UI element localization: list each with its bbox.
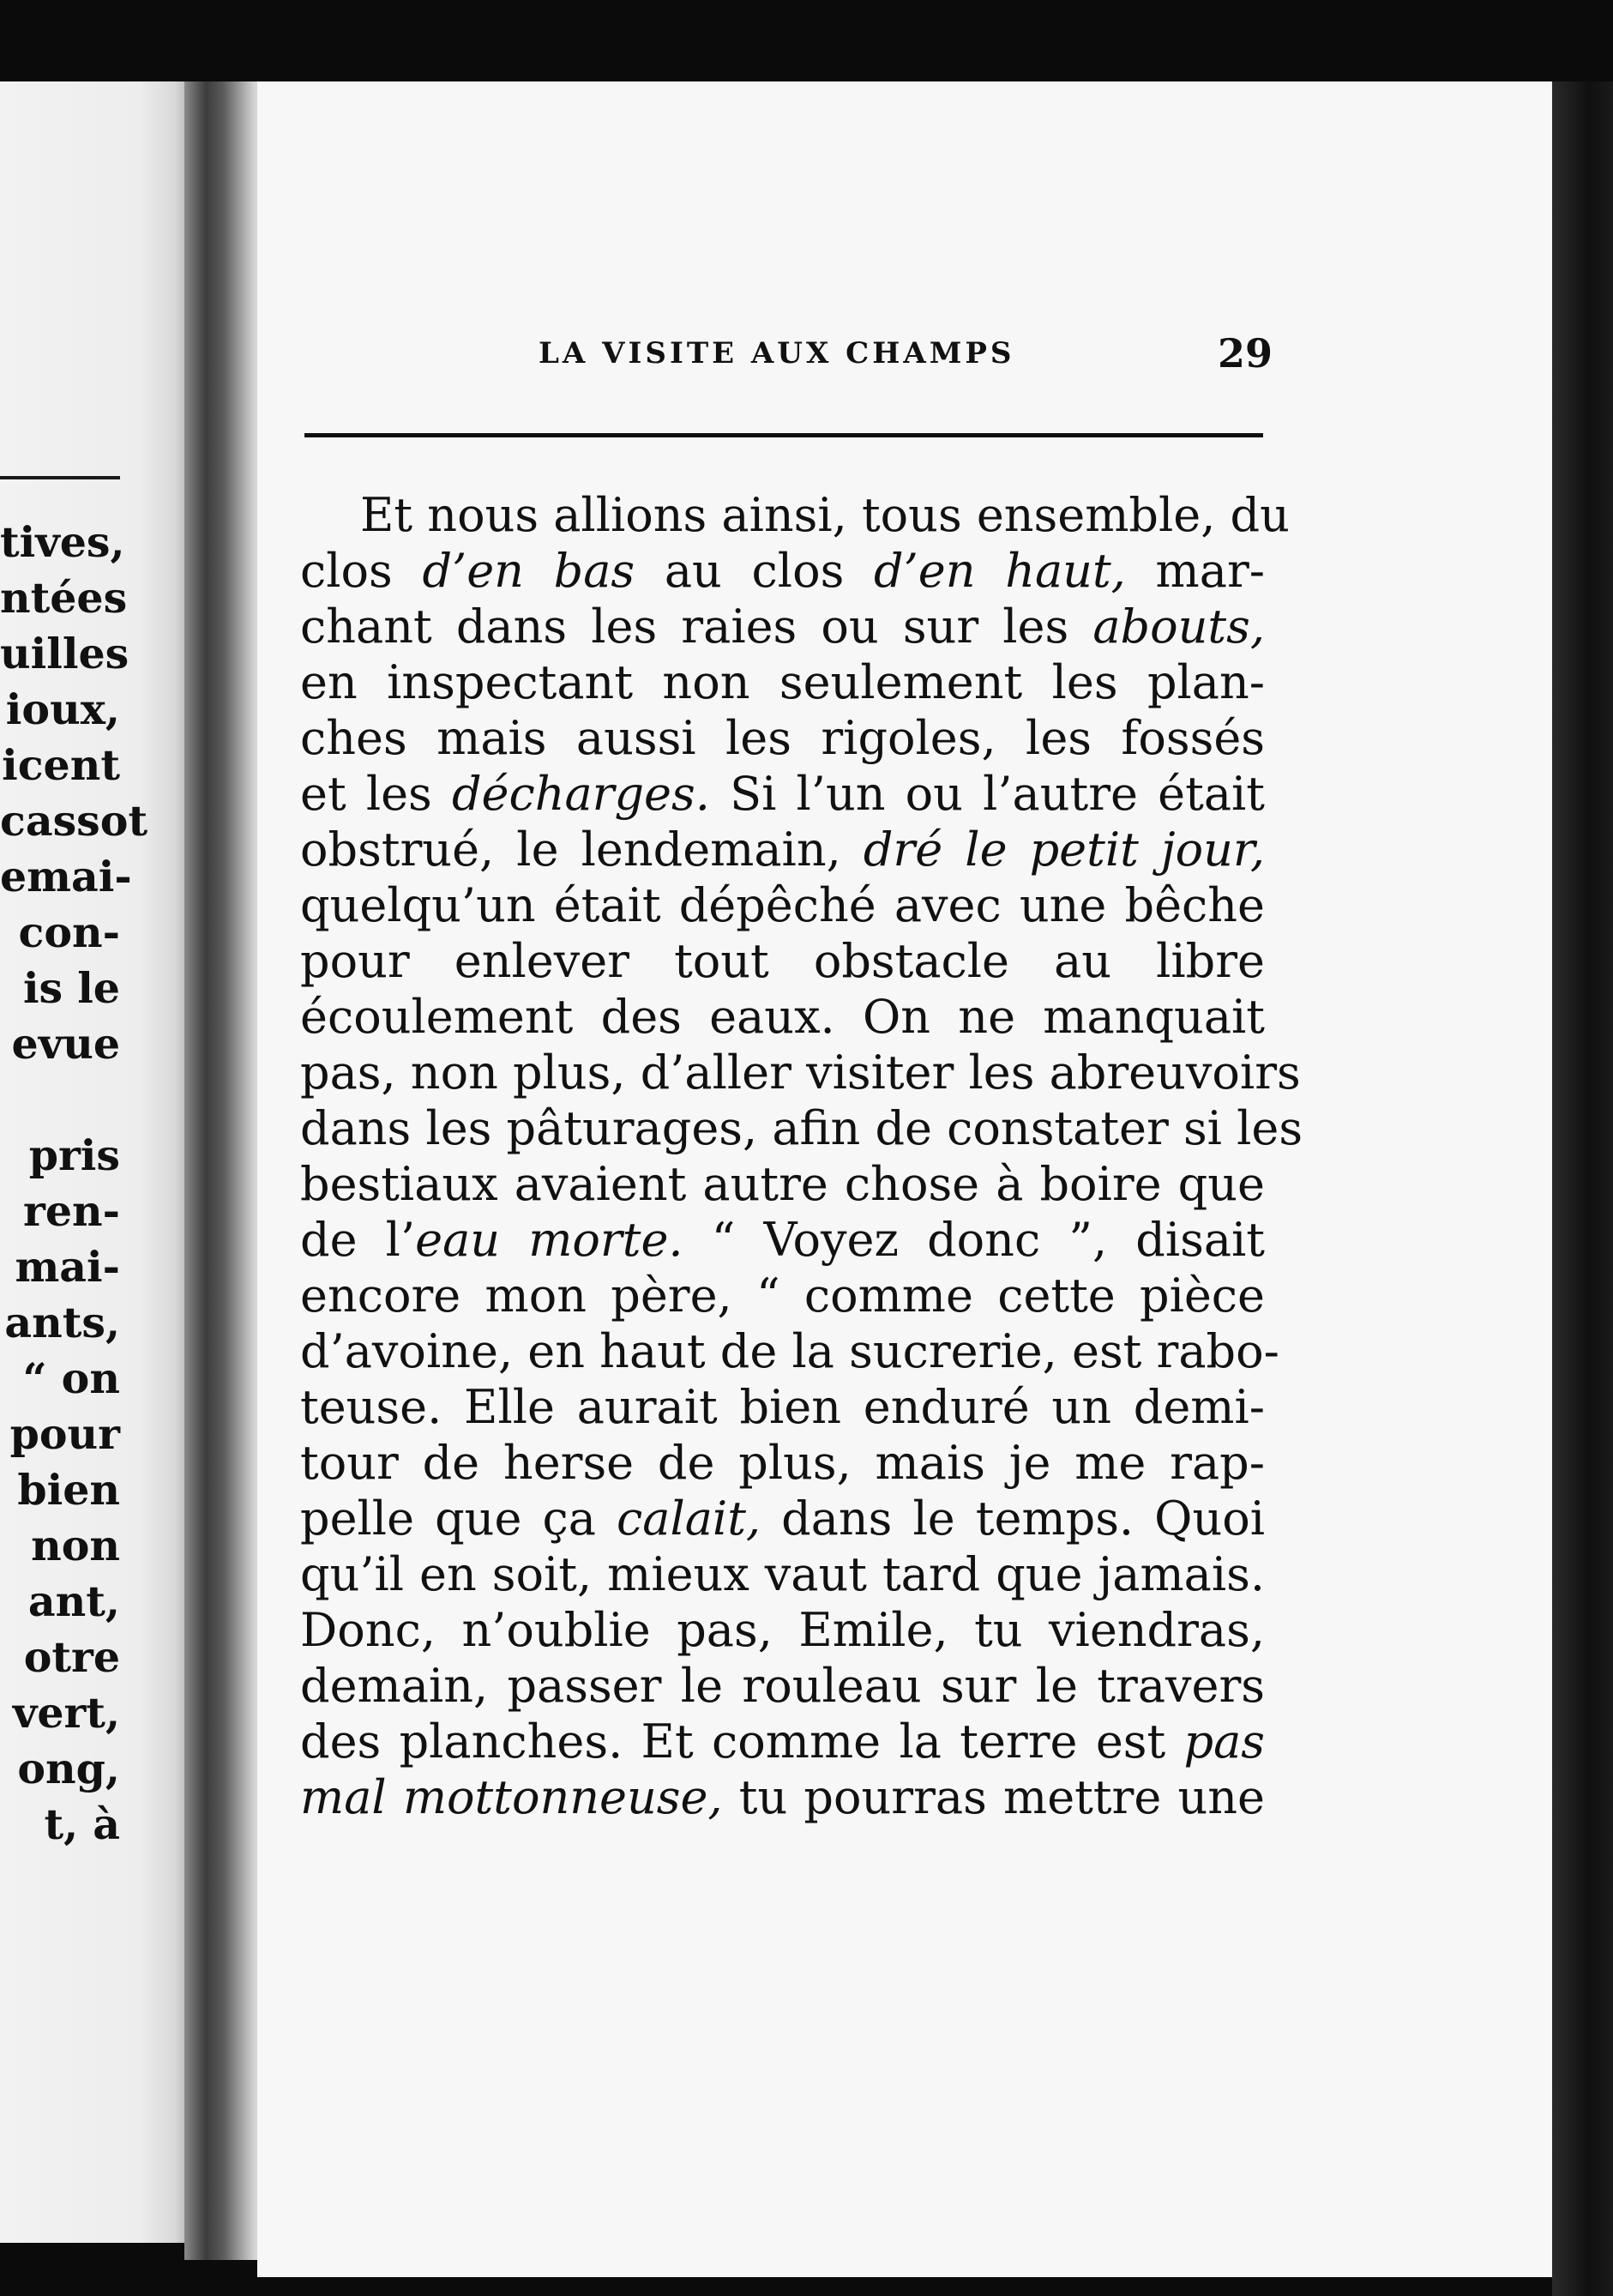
text-line (300, 1268, 1265, 1323)
text-line (300, 1156, 1265, 1212)
page-number: 29 (1218, 330, 1273, 377)
previous-page-line: vert, (12, 1688, 120, 1738)
text-run: tour de herse de plus, mais je me rap- (300, 1436, 1265, 1490)
previous-page-rule (0, 476, 120, 479)
text-line (300, 1546, 1265, 1602)
text-run: mar- (1125, 544, 1266, 598)
italic-phrase: dré le petit jour, (863, 823, 1265, 877)
previous-page-line: bien (17, 1465, 120, 1515)
previous-page-line: ant, (27, 1576, 120, 1626)
previous-page-line: cassot (0, 796, 148, 846)
text-line (300, 766, 1265, 822)
italic-phrase: d’en haut, (874, 544, 1126, 598)
text-line (300, 487, 1290, 543)
previous-page-text (0, 515, 148, 1853)
text-line (300, 1658, 1265, 1714)
previous-page-line: t, à (44, 1799, 120, 1849)
text-run: Donc, n’oublie pas, Emile, tu viendras, (300, 1603, 1265, 1657)
text-line (300, 1769, 1265, 1825)
italic-phrase: calait, (617, 1491, 761, 1546)
text-run: obstrué, le lendemain, (300, 823, 864, 877)
text-run: d’avoine, en haut de la sucrerie, est rabo- (300, 1324, 1279, 1378)
text-line (300, 654, 1265, 710)
text-run: qu’il en soit, mieux vaut tard que jamais. (300, 1547, 1265, 1601)
previous-page-line: con- (18, 907, 120, 957)
text-run: pelle que ça (300, 1491, 617, 1546)
text-run: au clos (635, 544, 875, 598)
italic-phrase: mal mottonneuse, (300, 1770, 723, 1824)
text-line (300, 1602, 1265, 1658)
previous-page-line: emai- (0, 852, 132, 901)
text-run: teuse. Elle aurait bien enduré un demi- (300, 1380, 1265, 1434)
text-run: de l’ (300, 1213, 416, 1267)
previous-page-line: otre (23, 1632, 120, 1682)
text-run: chant dans les raies ou sur les (300, 600, 1093, 654)
text-line (300, 989, 1265, 1045)
text-line (300, 933, 1265, 989)
text-run: en inspectant non seulement les plan- (300, 655, 1265, 709)
text-line (300, 1212, 1265, 1268)
page-edge (1552, 81, 1613, 2296)
text-run: des planches. Et comme la terre est (300, 1714, 1184, 1769)
text-run: clos (300, 544, 423, 598)
italic-phrase: eau morte. (415, 1213, 683, 1267)
text-line (300, 1379, 1265, 1435)
text-line (300, 543, 1265, 599)
previous-page-line: ong, (17, 1744, 120, 1793)
previous-page-line: uilles (0, 629, 129, 678)
text-run: et les (300, 767, 452, 821)
previous-page-line: ants, (4, 1298, 120, 1347)
text-run: écoulement des eaux. On ne manquait (300, 990, 1265, 1044)
italic-phrase: d’en bas (422, 544, 635, 598)
previous-page-line: mai- (15, 1242, 120, 1292)
text-line (300, 877, 1265, 933)
previous-page-line: ren- (23, 1186, 120, 1236)
text-run: Si l’un ou l’autre était (709, 767, 1265, 821)
body-text (300, 487, 1303, 1825)
previous-page-line (0, 1072, 120, 1128)
previous-page (0, 81, 199, 2243)
text-line (300, 1100, 1303, 1156)
text-line (300, 1714, 1265, 1769)
text-run: pour enlever tout obstacle au libre (300, 934, 1265, 988)
text-line (300, 599, 1265, 654)
previous-page-line: tives, (0, 517, 125, 567)
text-run: dans le temps. Quoi (761, 1491, 1265, 1546)
text-line (300, 1045, 1301, 1100)
text-line (300, 1323, 1279, 1379)
previous-page-line: ioux, (5, 684, 120, 734)
italic-phrase: abouts, (1092, 600, 1265, 654)
text-run: tu pourras mettre une (722, 1770, 1266, 1824)
previous-page-line: icent (2, 740, 120, 790)
text-run: demain, passer le rouleau sur le travers (300, 1659, 1265, 1713)
text-run: dans les pâturages, afin de constater si les (300, 1101, 1303, 1155)
text-run: ches mais aussi les rigoles, les fossés (300, 711, 1265, 765)
text-run: encore mon père, “ comme cette pièce (300, 1269, 1265, 1323)
text-line (300, 1435, 1265, 1491)
text-run: pas, non plus, d’aller visiter les abreuvoirs (300, 1046, 1301, 1100)
previous-page-line: ntées (0, 573, 128, 623)
italic-phrase: pas (1183, 1714, 1265, 1769)
previous-page-line: pour (9, 1409, 120, 1459)
text-line (300, 1491, 1265, 1546)
text-run: “ Voyez donc ”, disait (683, 1213, 1266, 1267)
previous-page-line: pris (28, 1130, 120, 1180)
text-run: bestiaux avaient autre chose à boire que (300, 1157, 1265, 1211)
running-head: LA VISITE AUX CHAMPS (539, 336, 1015, 371)
previous-page-line: non (31, 1521, 120, 1570)
text-run: quelqu’un était dépêché avec une bêche (300, 878, 1265, 932)
previous-page-line: “ on (22, 1353, 120, 1403)
text-run: Et nous allions ainsi, tous ensemble, du (360, 488, 1290, 542)
previous-page-line: is le (22, 963, 120, 1013)
text-line (300, 822, 1265, 877)
previous-page-line: evue (11, 1019, 120, 1069)
italic-phrase: décharges. (451, 767, 710, 821)
header-rule (304, 433, 1263, 437)
text-line (300, 710, 1265, 766)
